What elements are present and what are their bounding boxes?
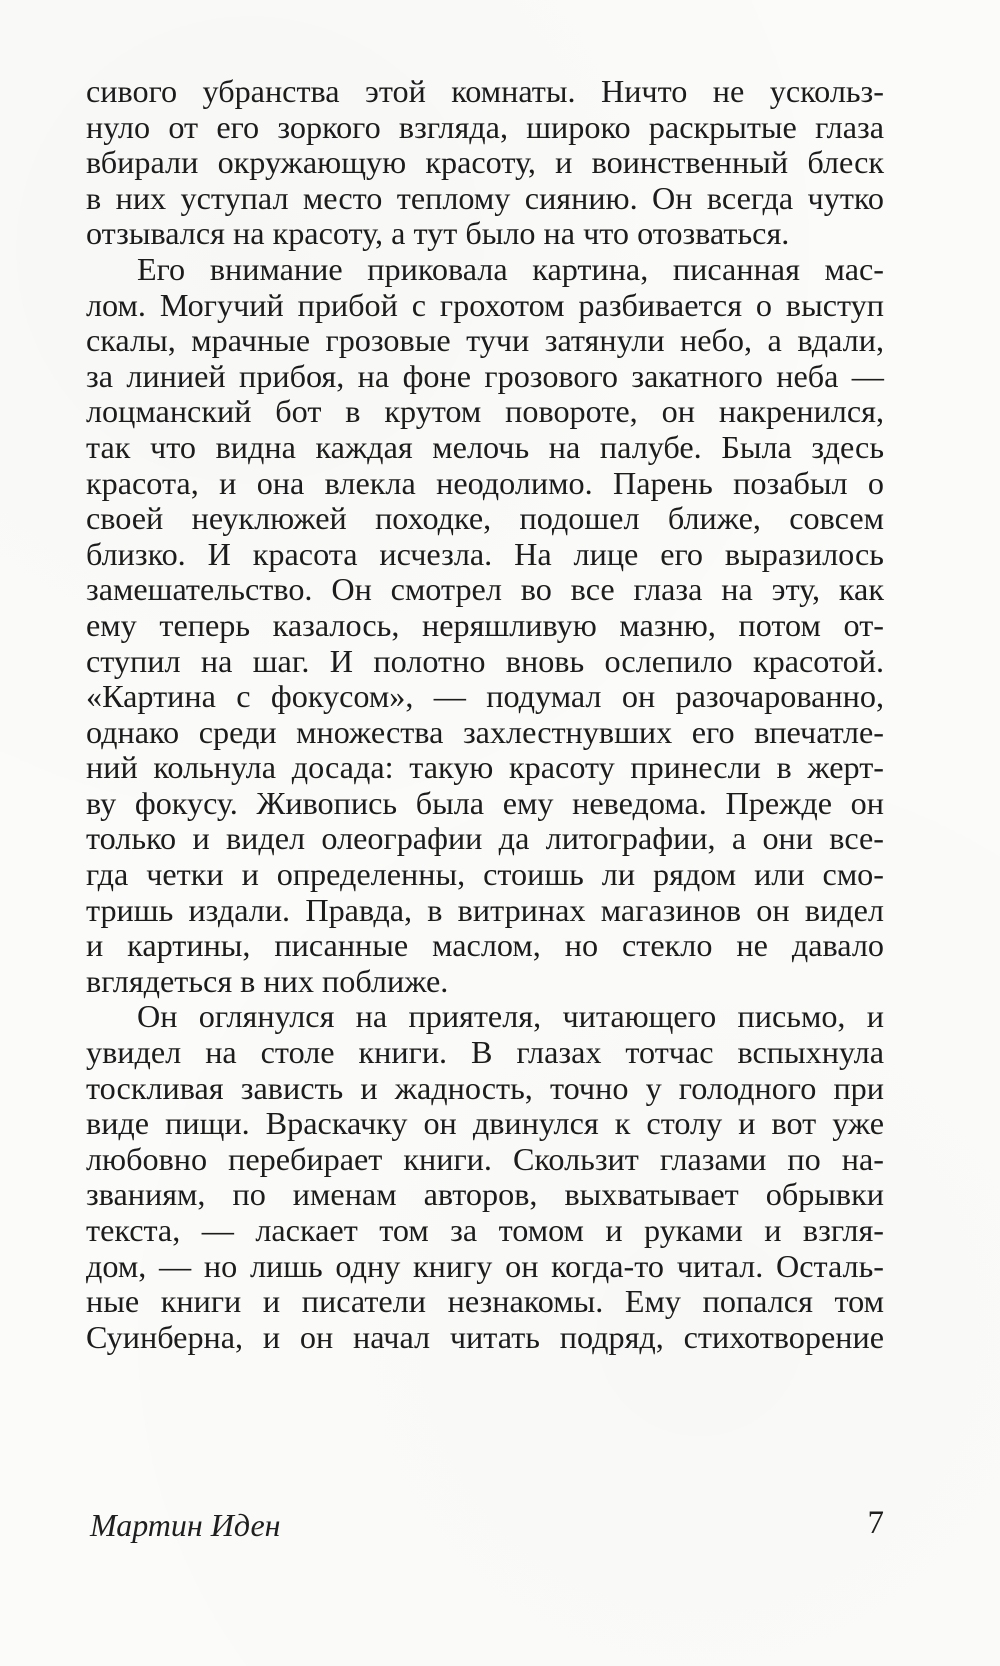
page-number: 7: [867, 1505, 884, 1541]
text-line: красота, и она влекла неодолимо. Парень позабыл о: [86, 464, 884, 501]
text-line: так что видна каждая мелочь на палубе. Была здесь: [86, 428, 884, 465]
text-line: только и видел олеографии да литографии, а они все-: [86, 820, 884, 857]
text-line: «Картина с фокусом», — подумал он разочарованно,: [86, 678, 884, 715]
text-line: тришь издали. Правда, в витринах магазинов он видел: [86, 891, 884, 928]
text-line: званиям, по именам авторов, выхватывает обрывки: [86, 1176, 884, 1213]
text-line: ные книги и писатели незнакомы. Ему попался том: [86, 1283, 884, 1320]
text-line: близко. И красота исчезла. На лице его выразилось: [86, 535, 884, 572]
text-line: сивого убранства этой комнаты. Ничто не ускольз-: [86, 73, 884, 109]
text-line: виде пищи. Враскачку он двинулся к столу и вот уже: [86, 1105, 884, 1142]
text-line: ступил на шаг. И полотно вновь ослепило красотой.: [86, 642, 884, 679]
text-line: за линией прибоя, на фоне грозового закатного неба —: [86, 357, 884, 394]
text-line: тоскливая зависть и жадность, точно у голодного при: [86, 1069, 884, 1106]
text-line: своей неуклюжей походке, подошел ближе, совсем: [86, 500, 884, 537]
text-line: отзывался на красоту, а тут было на что отозваться.: [86, 215, 790, 252]
text-line: вглядеться в них поближе.: [86, 962, 449, 999]
text-line: нуло от его зоркого взгляда, широко раскрытые глаза: [86, 108, 884, 145]
text-line: ний кольнула досада: такую красоту принесли в жерт-: [86, 749, 884, 786]
text-line: вбирали окружающую красоту, и воинственный блеск: [86, 144, 884, 181]
text-line: любовно перебирает книги. Скользит глазами по на-: [86, 1140, 884, 1177]
text-line: ему теперь казалось, неряшливую мазню, потом от-: [86, 606, 884, 643]
text-line: Он оглянулся на приятеля, читающего письмо, и: [137, 998, 884, 1035]
text-line: Его внимание приковала картина, писанная мас-: [137, 250, 884, 287]
text-line: и картины, писанные маслом, но стекло не давало: [86, 927, 884, 964]
text-line: лом. Могучий прибой с грохотом разбивается о выступ: [86, 286, 884, 323]
book-title: Мартин Иден: [90, 1507, 281, 1543]
text-line: дом, — но лишь одну книгу он когда-то читал. Осталь-: [86, 1247, 884, 1284]
text-line: Суинберна, и он начал читать подряд, стихотворение: [86, 1318, 884, 1355]
text-line: текста, — ласкает том за томом и руками и взгля-: [86, 1212, 884, 1248]
text-line: гда четки и определенны, стоишь ли рядом или смо-: [86, 856, 884, 893]
text-line: замешательство. Он смотрел во все глаза на эту, как: [86, 571, 884, 608]
text-line: увидел на столе книги. В глазах тотчас вспыхнула: [86, 1034, 884, 1071]
main-text: [86, 74, 884, 1355]
text-line: лоцманский бот в крутом повороте, он накренился,: [86, 393, 884, 430]
text-line: в них уступал место теплому сиянию. Он всегда чутко: [86, 179, 884, 216]
text-line: ву фокусу. Живопись была ему неведома. Прежде он: [86, 784, 884, 821]
text-line: однако среди множества захлестнувших его впечатле-: [86, 713, 884, 750]
text-line: скалы, мрачные грозовые тучи затянули небо, а вдали,: [86, 322, 884, 359]
